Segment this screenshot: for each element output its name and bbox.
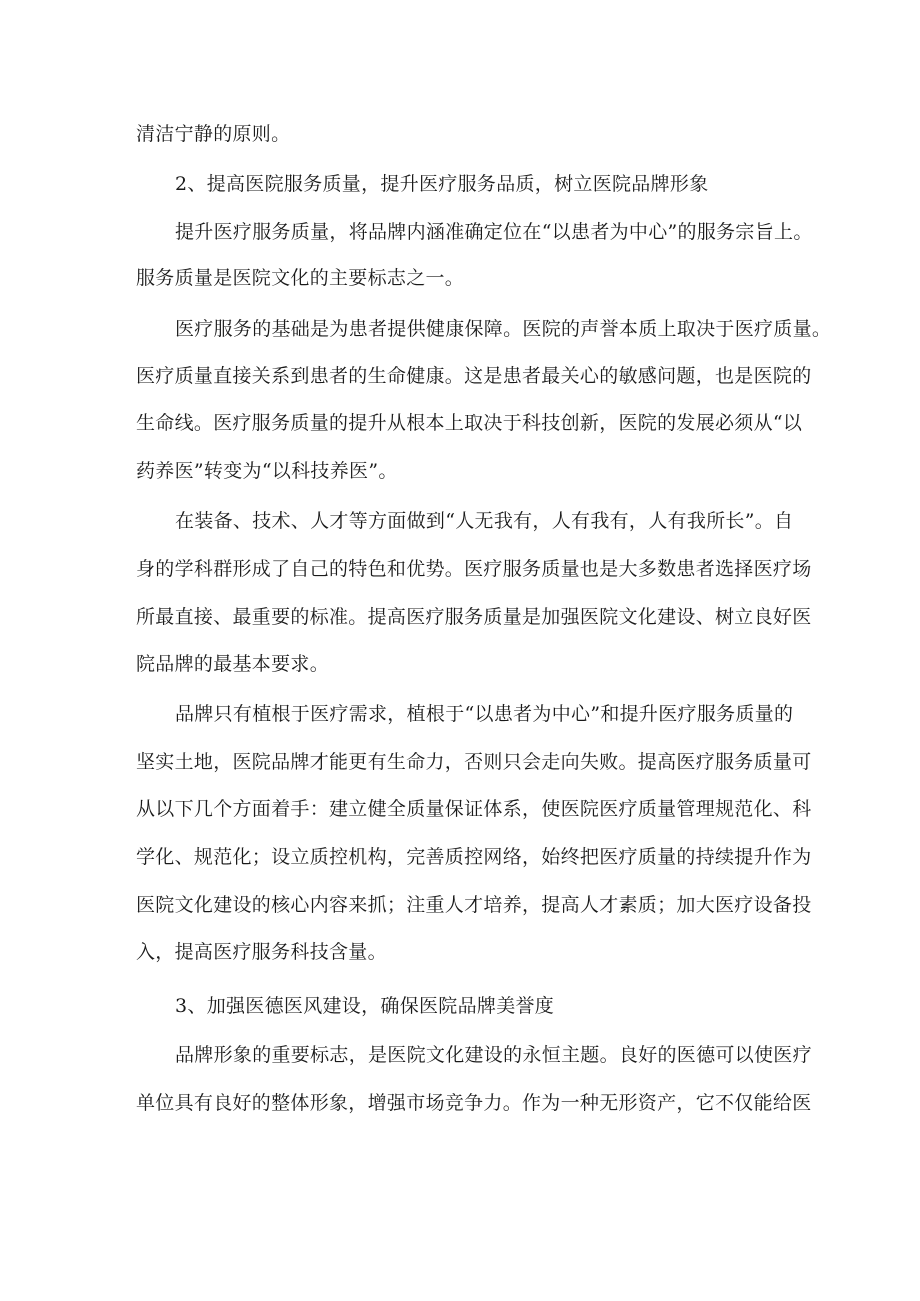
paragraph-3-line-3: 所最直接、最重要的标准。提高医疗服务质量是加强医院文化建设、树立良好医	[136, 606, 812, 628]
paragraph-4-line-6: 入，提高医疗服务科技含量。	[136, 941, 387, 963]
paragraph-4-line-4: 学化、规范化；设立质控机构，完善质控网络，始终把医疗质量的持续提升作为	[136, 846, 812, 868]
section-heading-3: 3、加强医德医风建设，确保医院品牌美誉度	[175, 995, 555, 1017]
paragraph-3-line-2: 身的学科群形成了自己的特色和优势。医疗服务质量也是大多数患者选择医疗场	[136, 558, 812, 580]
paragraph-1-line-2: 服务质量是医院文化的主要标志之一。	[136, 267, 465, 289]
paragraph-4-line-1: 品牌只有植根于医疗需求，植根于“以患者为中心”和提升医疗服务质量的	[175, 703, 794, 725]
paragraph-5-line-2: 单位具有良好的整体形象，增强市场竞争力。作为一种无形资产，它不仅能给医	[136, 1092, 812, 1114]
paragraph-1-line-1: 提升医疗服务质量，将品牌内涵准确定位在“以患者为中心”的服务宗旨上。	[175, 221, 813, 243]
paragraph-4-line-5: 医院文化建设的核心内容来抓；注重人才培养，提高人才素质；加大医疗设备投	[136, 894, 812, 916]
paragraph-4-line-3: 从以下几个方面着手：建立健全质量保证体系，使医院医疗质量管理规范化、科	[136, 798, 812, 820]
paragraph-3-line-1: 在装备、技术、人才等方面做到“人无我有，人有我有，人有我所长”。自	[175, 510, 794, 532]
section-heading-2: 2、提高医院服务质量，提升医疗服务品质，树立医院品牌形象	[175, 173, 709, 195]
paragraph-5-line-1: 品牌形象的重要标志，是医院文化建设的永恒主题。良好的医德可以使医疗	[175, 1044, 812, 1066]
paragraph-2-line-1: 医疗服务的基础是为患者提供健康保障。医院的声誉本质上取决于医疗质量。	[175, 318, 832, 340]
paragraph-3-line-4: 院品牌的最基本要求。	[136, 653, 330, 675]
text-line-1: 清洁宁静的原则。	[136, 123, 291, 145]
paragraph-2-line-4: 药养医”转变为“以科技养医”。	[136, 460, 398, 482]
paragraph-2-line-3: 生命线。医疗服务质量的提升从根本上取决于科技创新，医院的发展必须从“以	[136, 412, 803, 434]
paragraph-2-line-2: 医疗质量直接关系到患者的生命健康。这是患者最关心的敏感问题，也是医院的	[136, 365, 812, 387]
paragraph-4-line-2: 坚实土地，医院品牌才能更有生命力，否则只会走向失败。提高医疗服务质量可	[136, 751, 812, 773]
